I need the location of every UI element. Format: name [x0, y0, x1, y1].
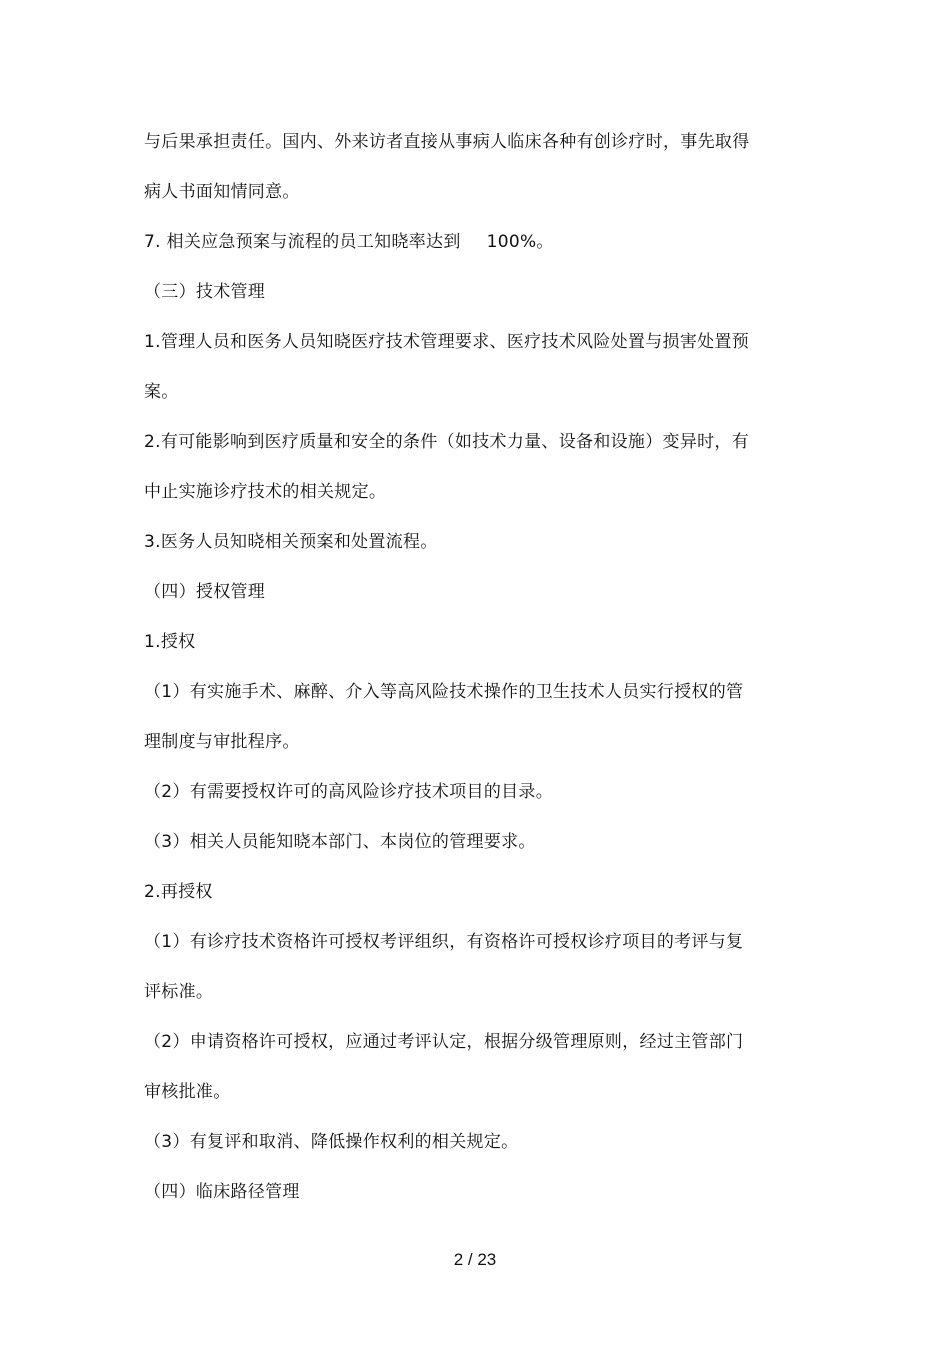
paragraph-line: 中止实施诊疗技术的相关规定。 [144, 482, 387, 502]
section-heading: （四）授权管理 [144, 582, 266, 602]
paragraph-line: （2）申请资格许可授权，应通过考评认定，根据分级管理原则，经过主管部门 [144, 1032, 744, 1052]
paragraph-line: （3）相关人员能知晓本部门、本岗位的管理要求。 [144, 832, 536, 852]
paragraph-line: （1）有诊疗技术资格许可授权考评组织，有资格许可授权诊疗项目的考评与复 [144, 932, 744, 952]
page-number: 2 / 23 [453, 1250, 497, 1269]
paragraph-line: 1.管理人员和医务人员知晓医疗技术管理要求、医疗技术风险处置与损害处置预 [144, 332, 750, 352]
subsection-heading: 2.再授权 [144, 882, 213, 902]
paragraph-line: （3）有复评和取消、降低操作权利的相关规定。 [144, 1132, 519, 1152]
paragraph-line: 理制度与审批程序。 [144, 732, 300, 752]
paragraph-line: （2）有需要授权许可的高风险诊疗技术项目的目录。 [144, 782, 554, 802]
paragraph-line: 评标准。 [144, 982, 214, 1002]
line-value: 100%。 [486, 232, 554, 252]
section-heading: （三）技术管理 [144, 282, 266, 302]
paragraph-line: 审核批准。 [144, 1082, 231, 1102]
subsection-heading: 1.授权 [144, 632, 196, 652]
section-heading: （四）临床路径管理 [144, 1182, 300, 1202]
paragraph-line: 3.医务人员知晓相关预案和处置流程。 [144, 532, 438, 552]
paragraph-line [144, 230, 554, 254]
paragraph-line: 病人书面知情同意。 [144, 182, 300, 202]
paragraph-line: 2.有可能影响到医疗质量和安全的条件（如技术力量、设备和设施）变异时，有 [144, 432, 750, 452]
paragraph-line: 与后果承担责任。国内、外来访者直接从事病人临床各种有创诊疗时，事先取得 [144, 132, 750, 152]
line-text: 7. 相关应急预案与流程的员工知晓率达到 [144, 232, 461, 252]
paragraph-line: 案。 [144, 382, 179, 402]
paragraph-line: （1）有实施手术、麻醉、介入等高风险技术操作的卫生技术人员实行授权的管 [144, 682, 744, 702]
